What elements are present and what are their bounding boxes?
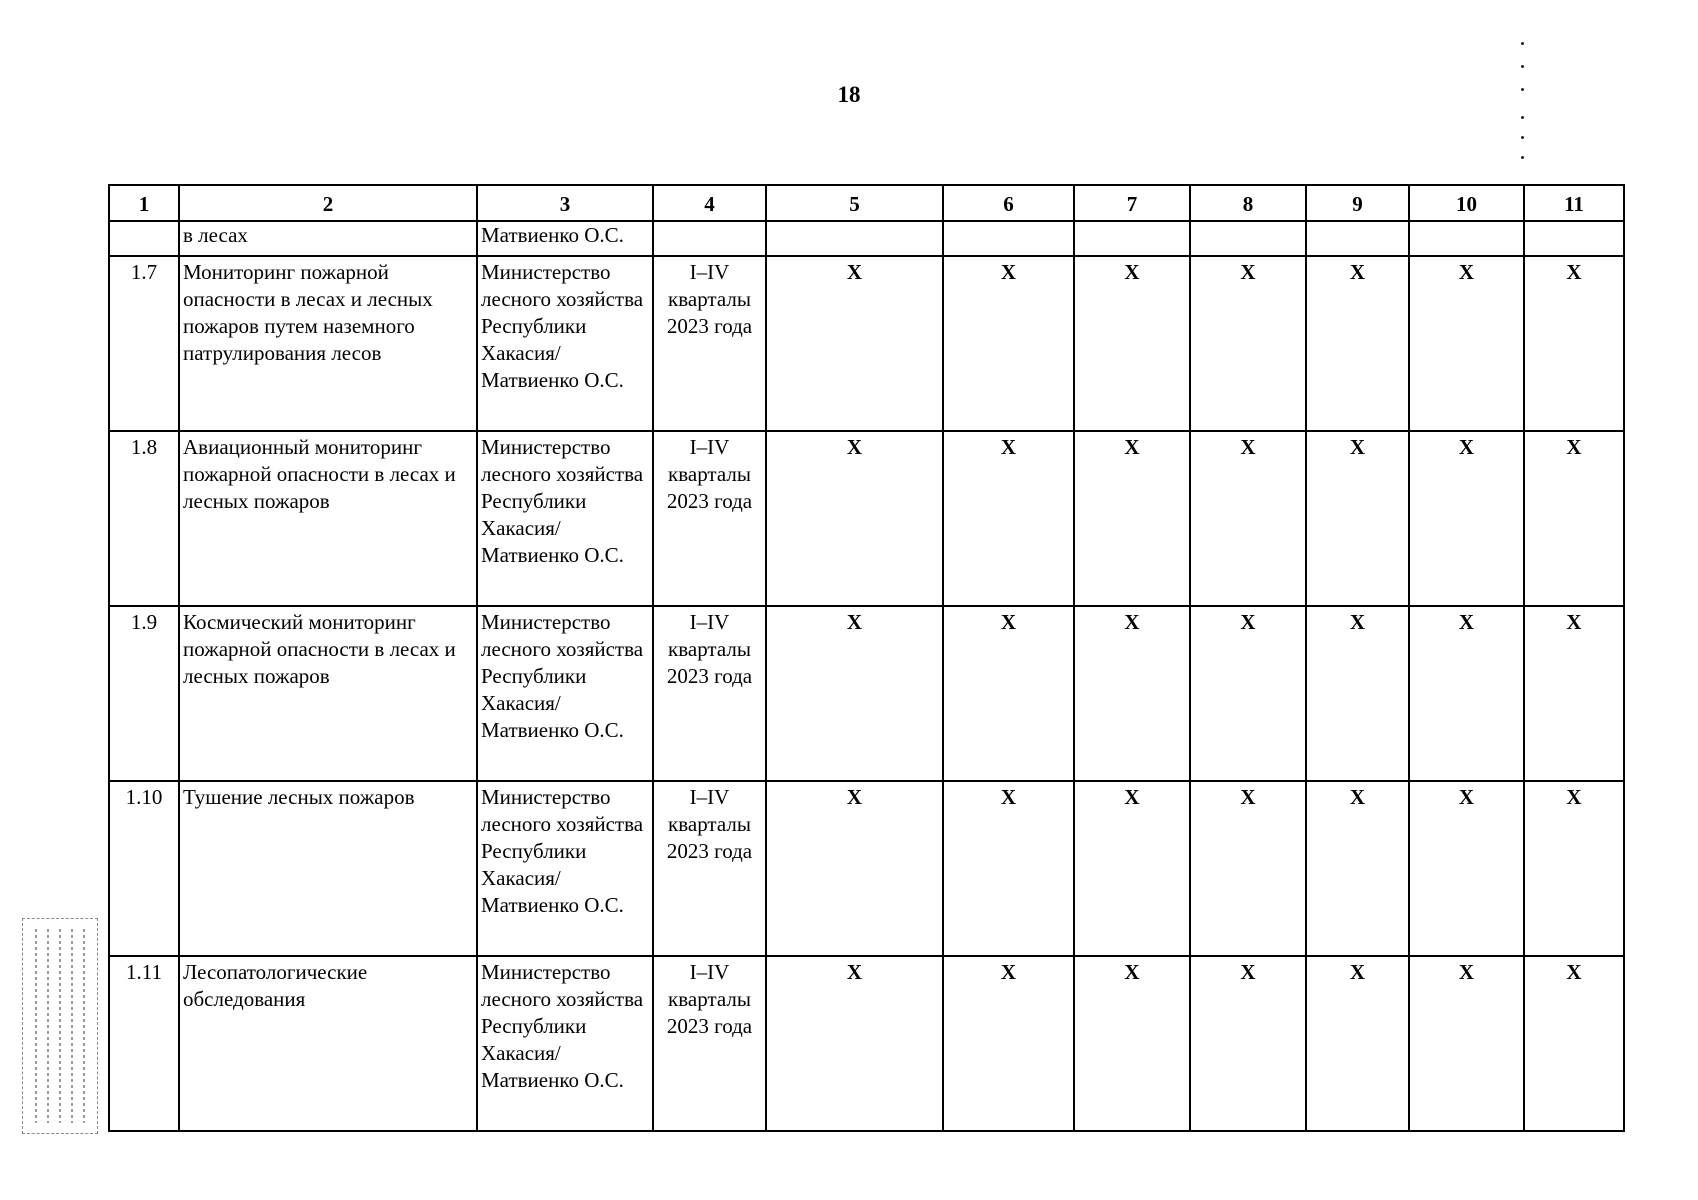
column-header: 10 bbox=[1409, 185, 1524, 221]
row-mark: X bbox=[1409, 781, 1524, 956]
row-mark: X bbox=[943, 781, 1074, 956]
row-mark: X bbox=[1074, 431, 1190, 606]
row-mark: X bbox=[1190, 956, 1306, 1131]
column-header: 9 bbox=[1306, 185, 1409, 221]
column-header: 5 bbox=[766, 185, 943, 221]
row-number: 1.7 bbox=[109, 256, 179, 431]
column-header: 1 bbox=[109, 185, 179, 221]
column-header: 4 bbox=[653, 185, 766, 221]
row-mark: X bbox=[943, 606, 1074, 781]
table-row bbox=[109, 956, 1624, 1131]
row-mark: X bbox=[1306, 781, 1409, 956]
row-description: Мониторинг пожарной опасности в лесах и лесных пожаров путем наземного патрулирования лесов bbox=[179, 256, 477, 431]
empty-cell bbox=[1190, 221, 1306, 256]
row-period: I–IV кварталы 2023 года bbox=[653, 781, 766, 956]
row-mark: X bbox=[1306, 606, 1409, 781]
row-number: 1.11 bbox=[109, 956, 179, 1131]
row-period: I–IV кварталы 2023 года bbox=[653, 606, 766, 781]
row-description: в лесах bbox=[179, 221, 477, 256]
row-mark: X bbox=[943, 256, 1074, 431]
row-mark: X bbox=[1306, 431, 1409, 606]
row-mark: X bbox=[766, 431, 943, 606]
row-mark: X bbox=[1190, 256, 1306, 431]
row-mark: X bbox=[943, 956, 1074, 1131]
column-header: 3 bbox=[477, 185, 653, 221]
registration-stamp bbox=[22, 918, 98, 1134]
row-responsible: Министерство лесного хозяйства Республики Хакасия/ Матвиенко О.С. bbox=[477, 431, 653, 606]
empty-cell bbox=[1524, 221, 1624, 256]
page-number: 18 bbox=[837, 82, 861, 107]
row-mark: X bbox=[1074, 256, 1190, 431]
row-mark: X bbox=[1524, 956, 1624, 1131]
row-description: Космический мониторинг пожарной опасности в лесах и лесных пожаров bbox=[179, 606, 477, 781]
table-row bbox=[109, 431, 1624, 606]
continuation-row bbox=[109, 221, 1624, 256]
row-mark: X bbox=[1409, 431, 1524, 606]
margin-dots-decoration bbox=[1521, 40, 1529, 170]
table-row bbox=[109, 781, 1624, 956]
empty-cell bbox=[943, 221, 1074, 256]
row-mark: X bbox=[1190, 606, 1306, 781]
empty-cell bbox=[1306, 221, 1409, 256]
row-mark: X bbox=[1190, 431, 1306, 606]
header-row bbox=[109, 185, 1624, 221]
row-mark: X bbox=[1074, 606, 1190, 781]
column-header: 8 bbox=[1190, 185, 1306, 221]
row-period: I–IV кварталы 2023 года bbox=[653, 431, 766, 606]
row-mark: X bbox=[1524, 431, 1624, 606]
row-period: I–IV кварталы 2023 года bbox=[653, 956, 766, 1131]
row-mark: X bbox=[1524, 606, 1624, 781]
column-header: 6 bbox=[943, 185, 1074, 221]
row-mark: X bbox=[1524, 256, 1624, 431]
table-row bbox=[109, 256, 1624, 431]
column-header: 11 bbox=[1524, 185, 1624, 221]
row-mark: X bbox=[766, 956, 943, 1131]
row-number bbox=[109, 221, 179, 256]
row-responsible: Министерство лесного хозяйства Республики Хакасия/ Матвиенко О.С. bbox=[477, 956, 653, 1131]
empty-cell bbox=[1074, 221, 1190, 256]
row-description: Лесопатологические обследования bbox=[179, 956, 477, 1131]
row-responsible: Матвиенко О.С. bbox=[477, 221, 653, 256]
row-period: I–IV кварталы 2023 года bbox=[653, 256, 766, 431]
row-mark: X bbox=[1074, 781, 1190, 956]
row-number: 1.8 bbox=[109, 431, 179, 606]
row-mark: X bbox=[1409, 606, 1524, 781]
row-mark: X bbox=[1074, 956, 1190, 1131]
row-mark: X bbox=[766, 256, 943, 431]
column-header: 2 bbox=[179, 185, 477, 221]
column-header: 7 bbox=[1074, 185, 1190, 221]
row-number: 1.9 bbox=[109, 606, 179, 781]
row-mark: X bbox=[1524, 781, 1624, 956]
row-mark: X bbox=[943, 431, 1074, 606]
row-responsible: Министерство лесного хозяйства Республики Хакасия/ Матвиенко О.С. bbox=[477, 781, 653, 956]
empty-cell bbox=[1409, 221, 1524, 256]
row-description: Тушение лесных пожаров bbox=[179, 781, 477, 956]
row-responsible: Министерство лесного хозяйства Республики Хакасия/ Матвиенко О.С. bbox=[477, 256, 653, 431]
table-row bbox=[109, 606, 1624, 781]
row-mark: X bbox=[1306, 256, 1409, 431]
row-mark: X bbox=[1306, 956, 1409, 1131]
row-mark: X bbox=[1190, 781, 1306, 956]
row-period bbox=[653, 221, 766, 256]
row-mark: X bbox=[766, 606, 943, 781]
plan-table bbox=[108, 184, 1625, 1132]
row-mark: X bbox=[766, 781, 943, 956]
empty-cell bbox=[766, 221, 943, 256]
row-responsible: Министерство лесного хозяйства Республики Хакасия/ Матвиенко О.С. bbox=[477, 606, 653, 781]
row-number: 1.10 bbox=[109, 781, 179, 956]
row-mark: X bbox=[1409, 956, 1524, 1131]
row-mark: X bbox=[1409, 256, 1524, 431]
row-description: Авиационный мониторинг пожарной опасности в лесах и лесных пожаров bbox=[179, 431, 477, 606]
